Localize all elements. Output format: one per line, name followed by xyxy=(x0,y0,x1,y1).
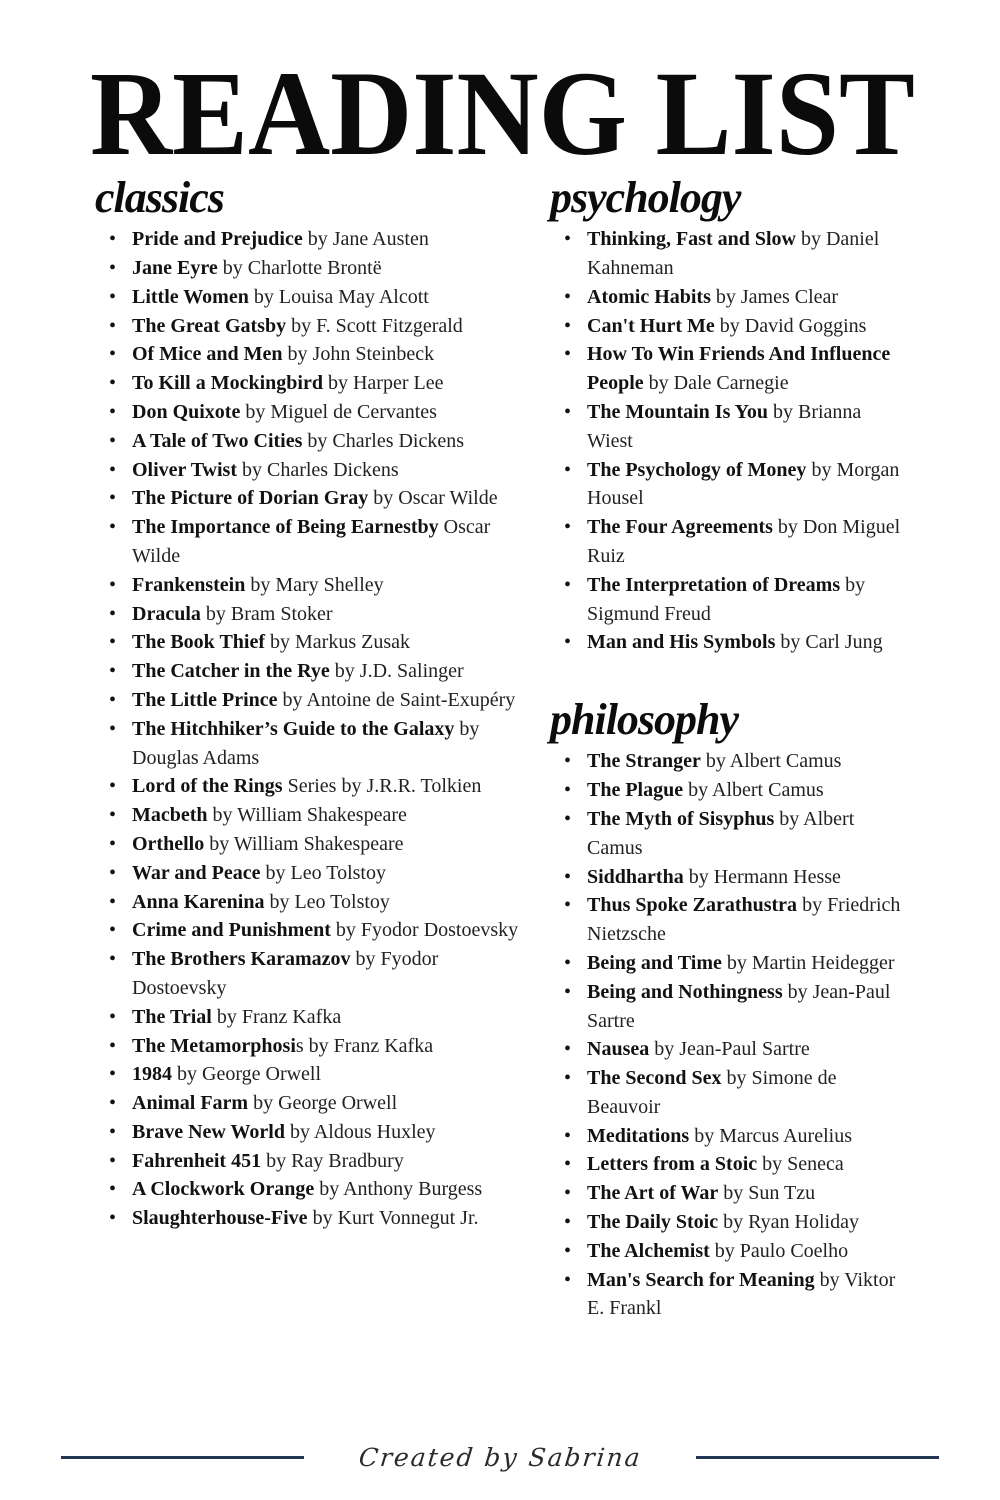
book-author: by F. Scott Fitzgerald xyxy=(286,314,463,337)
book-title: 1984 xyxy=(132,1063,172,1086)
book-title: Atomic Habits xyxy=(587,285,711,308)
book-item xyxy=(557,776,910,805)
book-item xyxy=(102,945,524,1003)
book-title: The Picture of Dorian Gray xyxy=(132,487,369,510)
book-author: by William Shakespeare xyxy=(204,832,404,855)
book-author: by Louisa May Alcott xyxy=(248,285,429,308)
book-item xyxy=(102,1204,524,1233)
book-author: by Daniel Kahneman xyxy=(587,228,880,279)
book-title: Of Mice and Men xyxy=(132,343,283,366)
book-item xyxy=(102,657,524,686)
book-title: Little Women xyxy=(132,285,249,308)
book-author: by Martin Heidegger xyxy=(721,951,895,974)
book-item xyxy=(102,225,524,254)
book-title: Man and His Symbols xyxy=(587,631,776,654)
book-item xyxy=(102,398,524,427)
book-item xyxy=(102,369,524,398)
book-author: by Sun Tzu xyxy=(718,1182,816,1205)
book-title: The Mountain Is You xyxy=(587,400,768,423)
section-philosophy xyxy=(545,697,910,1323)
book-item xyxy=(102,715,524,773)
book-title: Man's Search for Meaning xyxy=(587,1268,815,1291)
divider-line-right xyxy=(696,1456,939,1459)
book-item xyxy=(102,456,524,485)
book-author: by Simone de Beauvoir xyxy=(587,1067,837,1118)
book-title: Being and Time xyxy=(587,951,722,974)
book-author: by Albert Camus xyxy=(683,779,824,802)
book-title: A Clockwork Orange xyxy=(132,1178,315,1201)
book-item xyxy=(102,283,524,312)
book-item xyxy=(557,340,910,398)
book-author: s by Franz Kafka xyxy=(295,1034,434,1057)
book-author: by Bram Stoker xyxy=(200,602,333,625)
book-author: by Albert Camus xyxy=(587,807,855,859)
book-author: by George Orwell xyxy=(248,1092,398,1115)
section-heading: classics xyxy=(95,173,224,222)
book-item xyxy=(102,340,524,369)
book-title: The Trial xyxy=(132,1005,212,1028)
book-title: Jane Eyre xyxy=(132,256,218,279)
book-author: by Miguel de Cervantes xyxy=(240,400,437,423)
book-title: The Hitchhiker’s Guide to the Galaxy xyxy=(132,717,455,740)
book-title: The Importance of Being Earnestby xyxy=(132,516,439,539)
book-title: The Art of War xyxy=(587,1182,719,1205)
book-author: by Aldous Huxley xyxy=(284,1120,436,1143)
book-item xyxy=(557,805,910,863)
book-item xyxy=(557,1064,910,1122)
book-author: by Fyodor Dostoevsky xyxy=(330,919,519,942)
book-item xyxy=(557,949,910,978)
book-author: by Sigmund Freud xyxy=(587,573,866,625)
book-title: The Psychology of Money xyxy=(587,458,807,481)
book-item xyxy=(557,283,910,312)
book-title: The Four Agreements xyxy=(587,516,773,539)
column-left xyxy=(90,175,524,1233)
book-author: by Jean-Paul Sartre xyxy=(649,1038,810,1061)
book-author: by Antoine de Saint-Exupéry xyxy=(277,688,516,711)
book-author: by Ryan Holiday xyxy=(718,1211,859,1234)
section-psychology xyxy=(545,175,910,657)
footer xyxy=(0,1443,1000,1472)
book-item xyxy=(557,628,910,657)
book-title: Fahrenheit 451 xyxy=(132,1149,262,1172)
book-author: by Paulo Coelho xyxy=(709,1239,849,1262)
book-title: To Kill a Mockingbird xyxy=(132,372,323,395)
book-author: by Oscar Wilde xyxy=(368,487,498,510)
book-item xyxy=(102,1175,524,1204)
book-item xyxy=(102,600,524,629)
book-item xyxy=(557,978,910,1036)
book-author: Oscar Wilde xyxy=(132,516,491,567)
book-title: The Interpretation of Dreams xyxy=(587,573,841,596)
book-item xyxy=(557,312,910,341)
book-item xyxy=(557,513,910,571)
book-title: Dracula xyxy=(132,602,201,625)
column-right xyxy=(545,175,910,1323)
book-item xyxy=(102,513,524,571)
book-item xyxy=(102,1032,524,1061)
book-author: by Dale Carnegie xyxy=(643,372,789,395)
book-author: by Kurt Vonnegut Jr. xyxy=(307,1207,479,1230)
book-author: by John Steinbeck xyxy=(282,343,435,366)
book-item xyxy=(102,916,524,945)
book-author: by Carl Jung xyxy=(775,631,883,654)
book-title: Slaughterhouse-Five xyxy=(132,1207,308,1230)
book-title: The Alchemist xyxy=(587,1239,710,1262)
book-item xyxy=(557,1122,910,1151)
book-title: Meditations xyxy=(587,1124,690,1147)
book-title: How To Win Friends And Influence People xyxy=(587,343,891,395)
book-author: by George Orwell xyxy=(172,1063,322,1086)
book-author: by Anthony Burgess xyxy=(314,1178,483,1201)
book-title: Thus Spoke Zarathustra xyxy=(587,894,798,917)
book-title: Pride and Prejudice xyxy=(132,228,303,251)
book-author: by Franz Kafka xyxy=(211,1005,342,1028)
book-item xyxy=(557,863,910,892)
book-item xyxy=(102,1118,524,1147)
book-author: by Viktor E. Frankl xyxy=(587,1268,896,1320)
book-item xyxy=(102,1003,524,1032)
book-title: Nausea xyxy=(587,1038,650,1061)
book-list xyxy=(545,747,910,1323)
book-item xyxy=(557,891,910,949)
book-title: Letters from a Stoic xyxy=(587,1153,758,1176)
book-author: by Morgan Housel xyxy=(587,458,900,510)
book-item xyxy=(102,859,524,888)
book-author: by William Shakespeare xyxy=(207,804,407,827)
book-title: The Daily Stoic xyxy=(587,1211,719,1234)
book-item xyxy=(102,830,524,859)
book-author: by David Goggins xyxy=(714,314,867,337)
book-item xyxy=(102,484,524,513)
book-title: The Great Gatsby xyxy=(132,314,287,337)
book-title: The Brothers Karamazov xyxy=(132,948,351,971)
book-title: The Stranger xyxy=(587,750,701,773)
book-title: Brave New World xyxy=(132,1120,285,1143)
book-author: by Albert Camus xyxy=(700,750,842,773)
book-item xyxy=(557,747,910,776)
book-title: The Metamorphosi xyxy=(132,1034,296,1057)
book-item xyxy=(557,1179,910,1208)
book-title: Animal Farm xyxy=(132,1092,249,1115)
book-author: by Markus Zusak xyxy=(265,631,410,654)
book-title: Oliver Twist xyxy=(132,458,237,481)
book-author: by Douglas Adams xyxy=(132,717,480,769)
book-item xyxy=(557,398,910,456)
book-title: War and Peace xyxy=(132,861,261,884)
section-heading: psychology xyxy=(550,173,741,222)
book-title: Frankenstein xyxy=(132,573,246,596)
book-item xyxy=(557,225,910,283)
book-author: by Hermann Hesse xyxy=(683,865,841,888)
book-author: by Charlotte Brontë xyxy=(217,256,382,279)
divider-line-left xyxy=(61,1456,304,1459)
book-author: by Leo Tolstoy xyxy=(264,890,390,913)
book-author: by Jean-Paul Sartre xyxy=(587,980,891,1032)
book-title: The Book Thief xyxy=(132,631,265,654)
book-item xyxy=(557,1208,910,1237)
book-item xyxy=(557,571,910,629)
page-title: READING LIST xyxy=(90,47,915,181)
book-author: by J.D. Salinger xyxy=(329,660,464,683)
book-author: by Brianna Wiest xyxy=(587,400,862,452)
book-title: Anna Karenina xyxy=(132,890,265,913)
book-title: Don Quixote xyxy=(132,400,241,423)
book-author: by Friedrich Nietzsche xyxy=(587,894,901,946)
book-title: The Second Sex xyxy=(587,1067,722,1090)
book-title: The Plague xyxy=(587,779,684,802)
book-author: by Charles Dickens xyxy=(302,429,465,452)
book-item xyxy=(557,1035,910,1064)
book-author: by Mary Shelley xyxy=(245,573,384,596)
book-author: by Jane Austen xyxy=(302,228,429,251)
book-item xyxy=(102,427,524,456)
book-title: Macbeth xyxy=(132,804,208,827)
book-item xyxy=(102,571,524,600)
book-author: by James Clear xyxy=(710,285,839,308)
book-item xyxy=(102,628,524,657)
book-title: Crime and Punishment xyxy=(132,919,331,942)
book-author: by Charles Dickens xyxy=(237,458,399,481)
book-title: The Little Prince xyxy=(132,688,278,711)
book-author: by Don Miguel Ruiz xyxy=(587,516,901,567)
book-item xyxy=(102,888,524,917)
book-title: The Catcher in the Rye xyxy=(132,660,330,683)
book-author: Series by J.R.R. Tolkien xyxy=(282,775,482,798)
book-item xyxy=(102,312,524,341)
book-title: Lord of the Rings xyxy=(132,775,283,798)
book-item xyxy=(557,1266,910,1324)
book-item xyxy=(102,686,524,715)
section-classics xyxy=(90,175,524,1233)
book-item xyxy=(102,1089,524,1118)
credit-text: Created by Sabrina xyxy=(357,1443,643,1472)
book-title: Orthello xyxy=(132,832,205,855)
book-author: by Leo Tolstoy xyxy=(260,861,386,884)
book-item xyxy=(102,801,524,830)
content-columns xyxy=(90,175,910,1323)
section-heading: philosophy xyxy=(550,695,739,745)
book-title: Can't Hurt Me xyxy=(587,314,715,337)
book-item xyxy=(102,1060,524,1089)
book-title: The Myth of Sisyphus xyxy=(587,807,775,830)
book-title: A Tale of Two Cities xyxy=(132,429,303,452)
book-author: by Harper Lee xyxy=(322,372,444,395)
book-author: by Marcus Aurelius xyxy=(689,1124,852,1147)
book-title: Being and Nothingness xyxy=(587,980,783,1003)
book-item xyxy=(557,456,910,514)
book-title: Siddhartha xyxy=(587,865,684,888)
book-title: Thinking, Fast and Slow xyxy=(587,228,796,251)
book-item xyxy=(102,254,524,283)
book-item xyxy=(102,1147,524,1176)
book-item xyxy=(102,772,524,801)
book-author: by Ray Bradbury xyxy=(261,1149,404,1172)
book-item xyxy=(557,1150,910,1179)
book-author: by Seneca xyxy=(757,1153,844,1176)
book-author: by Fyodor Dostoevsky xyxy=(132,948,439,999)
book-list xyxy=(90,225,524,1233)
book-item xyxy=(557,1237,910,1266)
book-list xyxy=(545,225,910,657)
